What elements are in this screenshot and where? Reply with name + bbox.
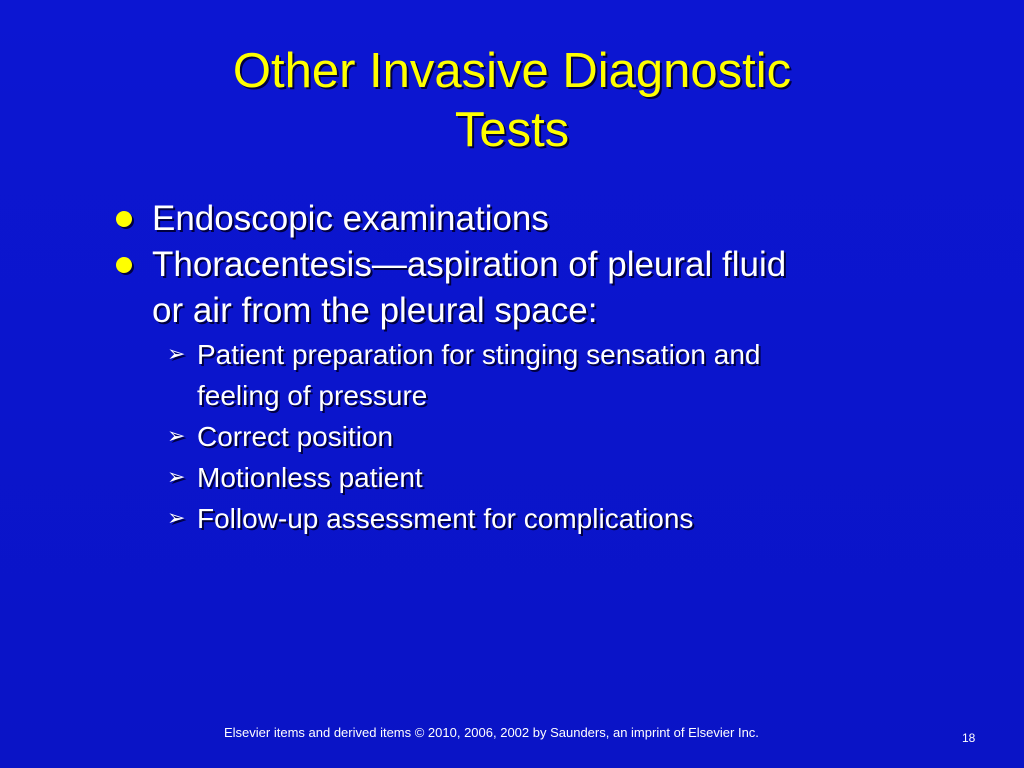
round-bullet-icon	[116, 211, 132, 227]
bullet-item-endoscopic	[110, 196, 910, 242]
round-bullet-icon	[116, 257, 132, 273]
copyright-footer: Elsevier items and derived items © 2010, 2006, 2002 by Saunders, an imprint of Elsevier Inc.	[224, 725, 759, 740]
subbullet-item-motionless-patient	[110, 457, 910, 498]
slide-title-line-1: Other Invasive Diagnostic	[232, 44, 792, 98]
arrow-bullet-icon: ➢	[167, 506, 186, 531]
bullet-list	[110, 196, 910, 539]
bullet-text-line-2: or air from the pleural space:	[152, 291, 598, 330]
slide-title-line-2: Tests	[454, 103, 570, 157]
subbullet-text-line-1: Patient preparation for stinging sensation and	[197, 339, 761, 370]
arrow-bullet-icon: ➢	[167, 424, 186, 449]
subbullet-text: Follow-up assessment for complications	[197, 503, 694, 534]
subbullet-item-correct-position	[110, 416, 910, 457]
subbullet-item-follow-up	[110, 498, 910, 539]
subbullet-text: Correct position	[197, 421, 394, 452]
slide-title	[0, 42, 1024, 160]
subbullet-item-patient-preparation	[110, 334, 910, 416]
subbullet-text-line-2: feeling of pressure	[197, 380, 428, 411]
arrow-bullet-icon: ➢	[167, 465, 186, 490]
bullet-text: Endoscopic examinations	[152, 199, 549, 238]
bullet-item-thoracentesis	[110, 242, 910, 334]
subbullet-text: Motionless patient	[197, 462, 423, 493]
arrow-bullet-icon: ➢	[167, 342, 186, 367]
page-number: 18	[962, 731, 976, 745]
bullet-text-line-1: Thoracentesis—aspiration of pleural fluid	[152, 245, 787, 284]
